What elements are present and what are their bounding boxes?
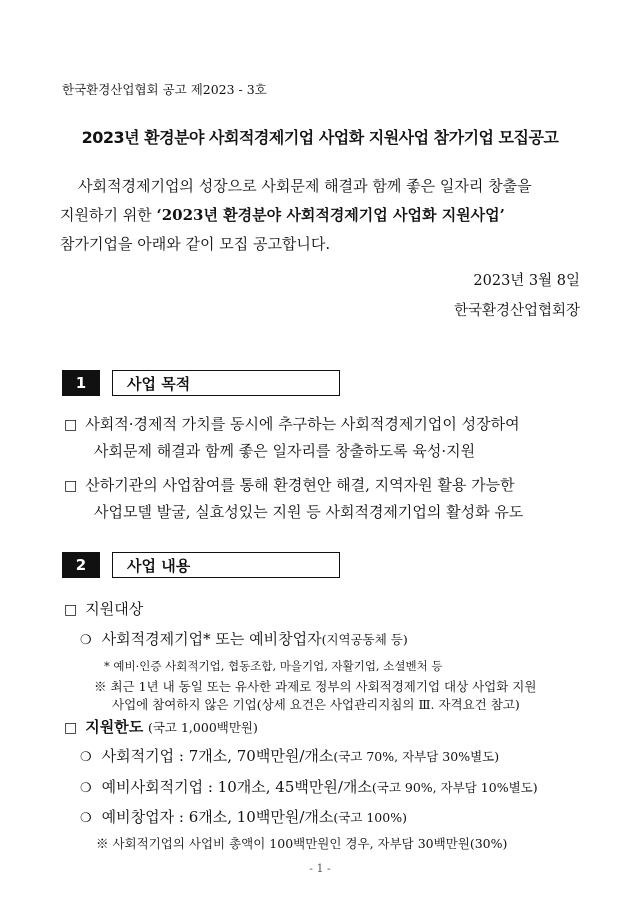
limit-item-2 bbox=[80, 776, 538, 797]
organization-name: 한국환경산업협회장 bbox=[453, 303, 580, 319]
footnote-2-line-1: ※ 최근 1년 내 동일 또는 유사한 과제로 정부의 사회적경제기업 대상 사업화 지원 bbox=[94, 679, 537, 694]
program-name: ‘2023년 환경분야 사회적경제기업 사업화 지원사업’ bbox=[156, 206, 505, 224]
page-number: - 1 - bbox=[309, 862, 331, 875]
announcement-date: 2023년 3월 8일 bbox=[473, 273, 580, 289]
section-1-label: 사업 목적 bbox=[112, 370, 340, 396]
intro-line-1: 사회적경제기업의 성장으로 사회문제 해결과 함께 좋은 일자리 창출을 bbox=[78, 177, 532, 195]
limit-item-3 bbox=[80, 806, 407, 827]
checkbox-square-icon: □ bbox=[64, 417, 78, 433]
section-2-number: 2 bbox=[62, 552, 100, 578]
section-1-header bbox=[62, 370, 340, 396]
final-note: ※ 사회적기업의 사업비 총액이 100백만원인 경우, 자부담 30백만원(30%) bbox=[96, 836, 508, 851]
target-item bbox=[80, 628, 408, 649]
purpose-item-1-line-2: 사회문제 해결과 함께 좋은 일자리를 창출하도록 육성·지원 bbox=[94, 442, 476, 460]
limit-item-2-main: 예비사회적기업 : 10개소, 45백만원/개소 bbox=[101, 778, 372, 796]
circle-bullet-icon: ❍ bbox=[80, 750, 92, 765]
checkbox-square-icon: □ bbox=[64, 478, 78, 494]
section-2-label: 사업 내용 bbox=[112, 552, 340, 578]
limit-item-2-note: (국고 90%, 자부담 10%별도) bbox=[371, 780, 538, 795]
intro-line-3: 참가기업을 아래와 같이 모집 공고합니다. bbox=[60, 235, 331, 253]
footnote-1: * 예비·인증 사회적기업, 협동조합, 마을기업, 자활기업, 소셜벤처 등 bbox=[104, 659, 443, 673]
limit-item-3-main: 예비창업자 : 6개소, 10백만원/개소 bbox=[101, 808, 334, 826]
intro-paragraph bbox=[60, 172, 590, 259]
target-item-text: 사회적경제기업* 또는 예비창업자 bbox=[101, 630, 322, 648]
purpose-item-1-text: 사회적·경제적 가치를 동시에 추구하는 사회적경제기업이 성장하여 bbox=[85, 415, 520, 433]
purpose-item-1-line-1 bbox=[64, 413, 520, 434]
footnote-2-line-2: 사업에 참여하지 않은 기업(상세 요건은 사업관리지침의 Ⅲ. 자격요건 참고) bbox=[112, 697, 520, 712]
checkbox-square-icon: □ bbox=[64, 602, 78, 618]
page-title: 2023년 환경분야 사회적경제기업 사업화 지원사업 참가기업 모집공고 bbox=[81, 128, 559, 147]
section-1-number: 1 bbox=[62, 370, 100, 396]
purpose-item-2-line-1 bbox=[64, 474, 515, 495]
limit-item-3-note: (국고 100%) bbox=[333, 810, 407, 825]
circle-bullet-icon: ❍ bbox=[80, 811, 92, 826]
circle-bullet-icon: ❍ bbox=[80, 633, 92, 648]
purpose-item-2-text: 산하기관의 사업참여를 통해 환경현안 해결, 지역자원 활용 가능한 bbox=[85, 476, 515, 494]
limit-item-1 bbox=[80, 745, 499, 766]
limit-item-1-main: 사회적기업 : 7개소, 70백만원/개소 bbox=[101, 747, 334, 765]
section-2-header bbox=[62, 552, 340, 578]
target-item-note: (지역공동체 등) bbox=[321, 632, 408, 647]
target-heading bbox=[64, 598, 143, 619]
limit-heading-text: 지원한도 bbox=[85, 718, 144, 736]
limit-item-1-note: (국고 70%, 자부담 30%별도) bbox=[333, 749, 500, 764]
intro-line-2-prefix: 지원하기 위한 bbox=[60, 206, 157, 224]
limit-heading bbox=[64, 716, 258, 737]
checkbox-square-icon: □ bbox=[64, 720, 78, 736]
intro-line-2 bbox=[60, 201, 590, 230]
limit-heading-note: (국고 1,000백만원) bbox=[147, 720, 258, 735]
purpose-item-2-line-2: 사업모델 발굴, 실효성있는 지원 등 사회적경제기업의 활성화 유도 bbox=[94, 503, 524, 521]
notice-number: 한국환경산업협회 공고 제2023 - 3호 bbox=[62, 82, 267, 97]
circle-bullet-icon: ❍ bbox=[80, 781, 92, 796]
target-heading-text: 지원대상 bbox=[85, 600, 144, 618]
